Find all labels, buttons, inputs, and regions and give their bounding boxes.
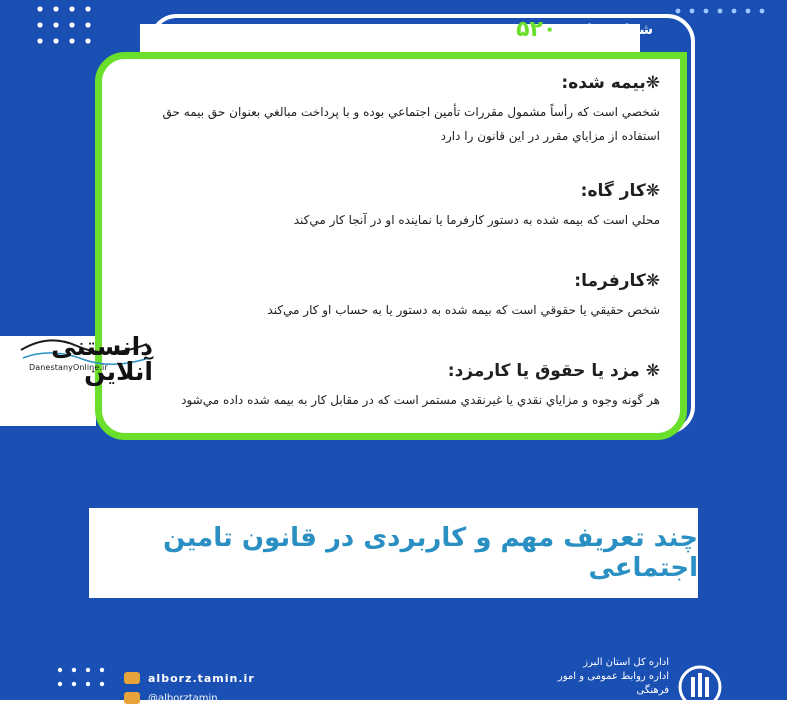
- message-label: شماره پیام :: [566, 22, 653, 38]
- footer-org-line-1: اداره کل استان البرز: [583, 657, 669, 668]
- footer: [0, 654, 787, 704]
- main-title-box: [89, 508, 698, 598]
- dot-row-right-top: [674, 5, 778, 17]
- main-title: چند تعریف مهم و کاربردی در قانون تامین اجتماعی: [163, 523, 698, 583]
- footer-org-line-2: اداره روابط عمومی و امور فرهنگی: [557, 671, 669, 696]
- definition-insured: [122, 73, 660, 148]
- watermark-brand: دانستنی آنلاین: [51, 332, 153, 386]
- definition-body: هر گونه وجوه و مزاياي نقدي يا غيرنقدي مستمر است که در مقابل کار به بيمه شده داده مي‌شود: [181, 393, 660, 407]
- definition-employer: [122, 271, 660, 322]
- definition-title: ❋کارفرما:: [574, 271, 660, 291]
- footer-social[interactable]: @alborztamin: [148, 693, 218, 704]
- footer-dot-grid: [56, 666, 126, 702]
- watermark-site: DanestanyOnline.ir: [29, 363, 108, 372]
- footer-site[interactable]: alborz.tamin.ir: [148, 672, 255, 685]
- definition-title: ❋بیمه شده:: [561, 73, 660, 93]
- footer-org: [539, 656, 669, 698]
- definition-workplace: [122, 181, 660, 232]
- definition-title: ❋کار گاه:: [580, 181, 660, 201]
- web-icon: [124, 672, 140, 684]
- definition-title: ❋ مزد یا حقوق یا کارمزد:: [447, 361, 660, 381]
- message-number: [516, 19, 653, 41]
- instagram-icon: [124, 692, 140, 704]
- definitions-card: [95, 52, 687, 440]
- definition-wage: [122, 361, 660, 412]
- watermark-logo: [13, 332, 153, 386]
- dot-grid-left-top: [36, 5, 110, 55]
- definition-body: محلي است که بيمه شده به دستور کارفرما يا نماينده او در آنجا کار مي‌کند: [293, 213, 660, 227]
- tamin-logo-icon: [675, 662, 725, 712]
- message-number-value: ۵۲۰: [516, 17, 557, 42]
- definition-body: شخص حقيقي يا حقوقي است که بيمه شده به دستور يا به حساب او کار مي‌کند: [267, 303, 660, 317]
- definition-body: شخصي است که رأساً مشمول مقررات تأمين اجتماعي بوده و با پرداخت مبالغي بعنوان حق بيمه حق استفاده از مزاياي مقرر در اين قانون را دارد: [162, 105, 660, 143]
